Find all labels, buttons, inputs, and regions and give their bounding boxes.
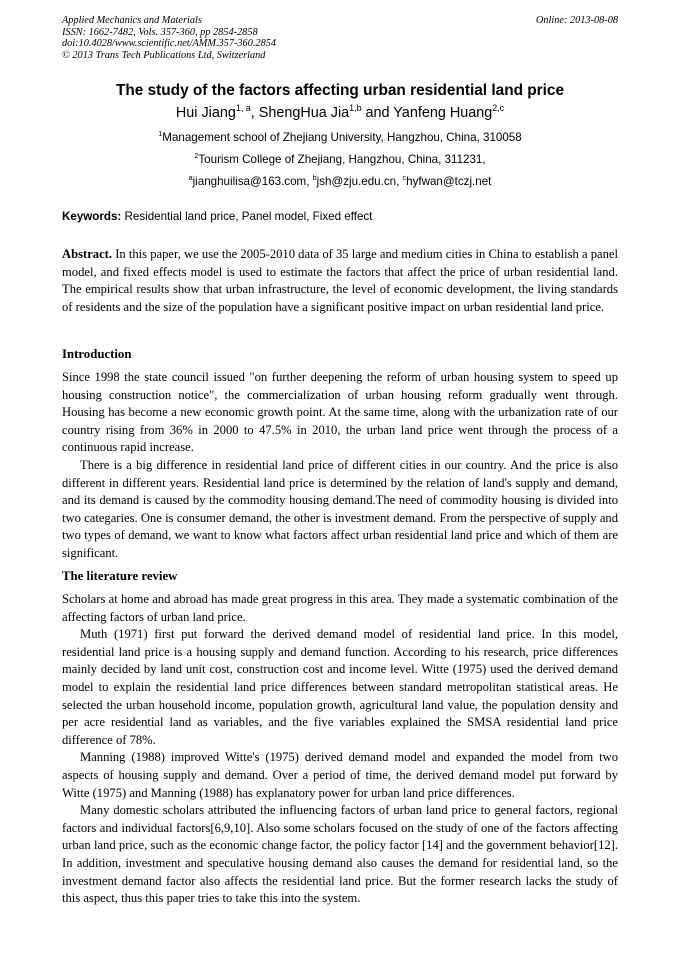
affiliation-text: Management school of Zhejiang University, Hangzhou, China, 310058 [162,131,522,144]
email-mark: c [402,173,407,183]
introduction-body [62,369,618,563]
literature-review-body [62,591,618,908]
keywords [62,210,618,223]
email-address: jsh@zju.edu.cn, [316,175,403,188]
section-heading-literature-review: The literature review [62,569,178,583]
doi-line: doi:10.4028/www.scientific.net/AMM.357-360.2854 [62,38,277,50]
paper-title: The study of the factors affecting urban residential land price [115,82,565,99]
paragraph: Scholars at home and abroad has made great progress in this area. They made a systematic combination of the affecting factors of urban land price. [62,592,618,624]
author-name: Hui Jiang [175,105,236,121]
abstract-label: Abstract. [62,247,113,261]
author-affiliation-mark: 1,b [349,103,362,114]
issn-line: ISSN: 1662-7482, Vols. 357-360, pp 2854-2858 [62,26,258,38]
journal-header [62,15,618,61]
paragraph: Muth (1971) first put forward the derived demand model of residential land price. In this model, residential land price is a housing supply and demand function. According to his research, price differences mainly decided by land unit cost, construction cost and income level. Witte (1975) used the derived demand model to explain the residential land price differences between standard metropolitan statistical areas. He selected the urban household income, population growth, agricultural land value, the population density and per acre residential land as variables, and the five variables explained the SMSA residential land price difference of 78%. [62,627,618,747]
online-date: Online: 2013-08-08 [535,15,618,26]
affiliation-text: Tourism College of Zhejiang, Hangzhou, China, 311231, [198,153,486,166]
keywords-label: Keywords: [62,210,122,223]
keywords-text: Residential land price, Panel model, Fixed effect [121,210,373,223]
abstract-text: In this paper, we use the 2005-2010 data of 35 large and medium cities in China to establish a panel model, and fixed effects model is used to estimate the factors that affect the price of urban residential land. The empirical results show that urban infrastructure, the level of economic development, the living standards of residents and the size of the population have a significant positive impact on urban residential land price. [62,247,618,314]
paragraph: Many domestic scholars attributed the influencing factors of urban land price to general factors, regional factors and individual factors[6,9,10]. Also some scholars focused on the study of one of the factors affecting urban land price, such as the economic change factor, the policy factor [14] and the government behavior[12]. In addition, investment and speculative housing demand also causes the demand for residential land, so the investment demand factor also affects the residential land price. But the former research lacks the study of this aspect, thus this paper tries to take this into the system. [62,803,618,906]
author-affiliation-mark: 1, a [235,103,251,114]
affiliation-mark: 1 [158,129,163,139]
abstract [62,246,618,316]
author-separator: and [361,105,394,121]
author-line [62,105,618,121]
author-name: Yanfeng Huang [393,105,493,121]
paragraph: There is a big difference in residential land price of different cities in our country. And the price is also different in different years. Residential land price is determined by the relation of land's supply and demand, and its demand is caused by the commodity housing demand.The need of commodity housing is divided into two categaries. One is consumer demand, the other is investment demand. From the perspective of supply and two types of demand, we want to know what factors affect urban residential land price and which of them are significant. [62,457,618,560]
journal-name: Applied Mechanics and Materials [62,15,202,26]
affiliation-2 [62,153,618,166]
author-name: ShengHua Jia [258,105,350,121]
affiliation-mark: 2 [194,151,199,161]
section-heading-introduction: Introduction [62,347,132,361]
email-line [62,175,618,188]
copyright-line: © 2013 Trans Tech Publications Ltd, Switzerland [62,49,266,61]
paragraph: Manning (1988) improved Witte's (1975) derived demand model and expanded the model from two aspects of housing supply and demand. Over a period of time, the derived demand model put forward by Witte (1975) and Manning (1988) has explanatory power for urban land price differences. [62,750,618,800]
email-address: jianghuilisa@163.com, [192,175,313,188]
email-mark: a [188,173,193,183]
email-mark: b [312,173,317,183]
author-separator: , [250,105,259,121]
affiliation-1 [62,131,618,144]
paragraph: Since 1998 the state council issued "on further deepening the reform of urban housing system to speed up housing construction notice", the commercialization of urban housing reform gradually went through. Housing has become a new economic growth point. At the same time, along with the urbanization rate of our country rising from 36% in 2000 to 47.5% in 2010, the urban land price went through the process of a continuous rapid increase. [62,370,618,455]
author-affiliation-mark: 2,c [492,103,505,114]
email-address: hyfwan@tczj.net [406,175,492,188]
